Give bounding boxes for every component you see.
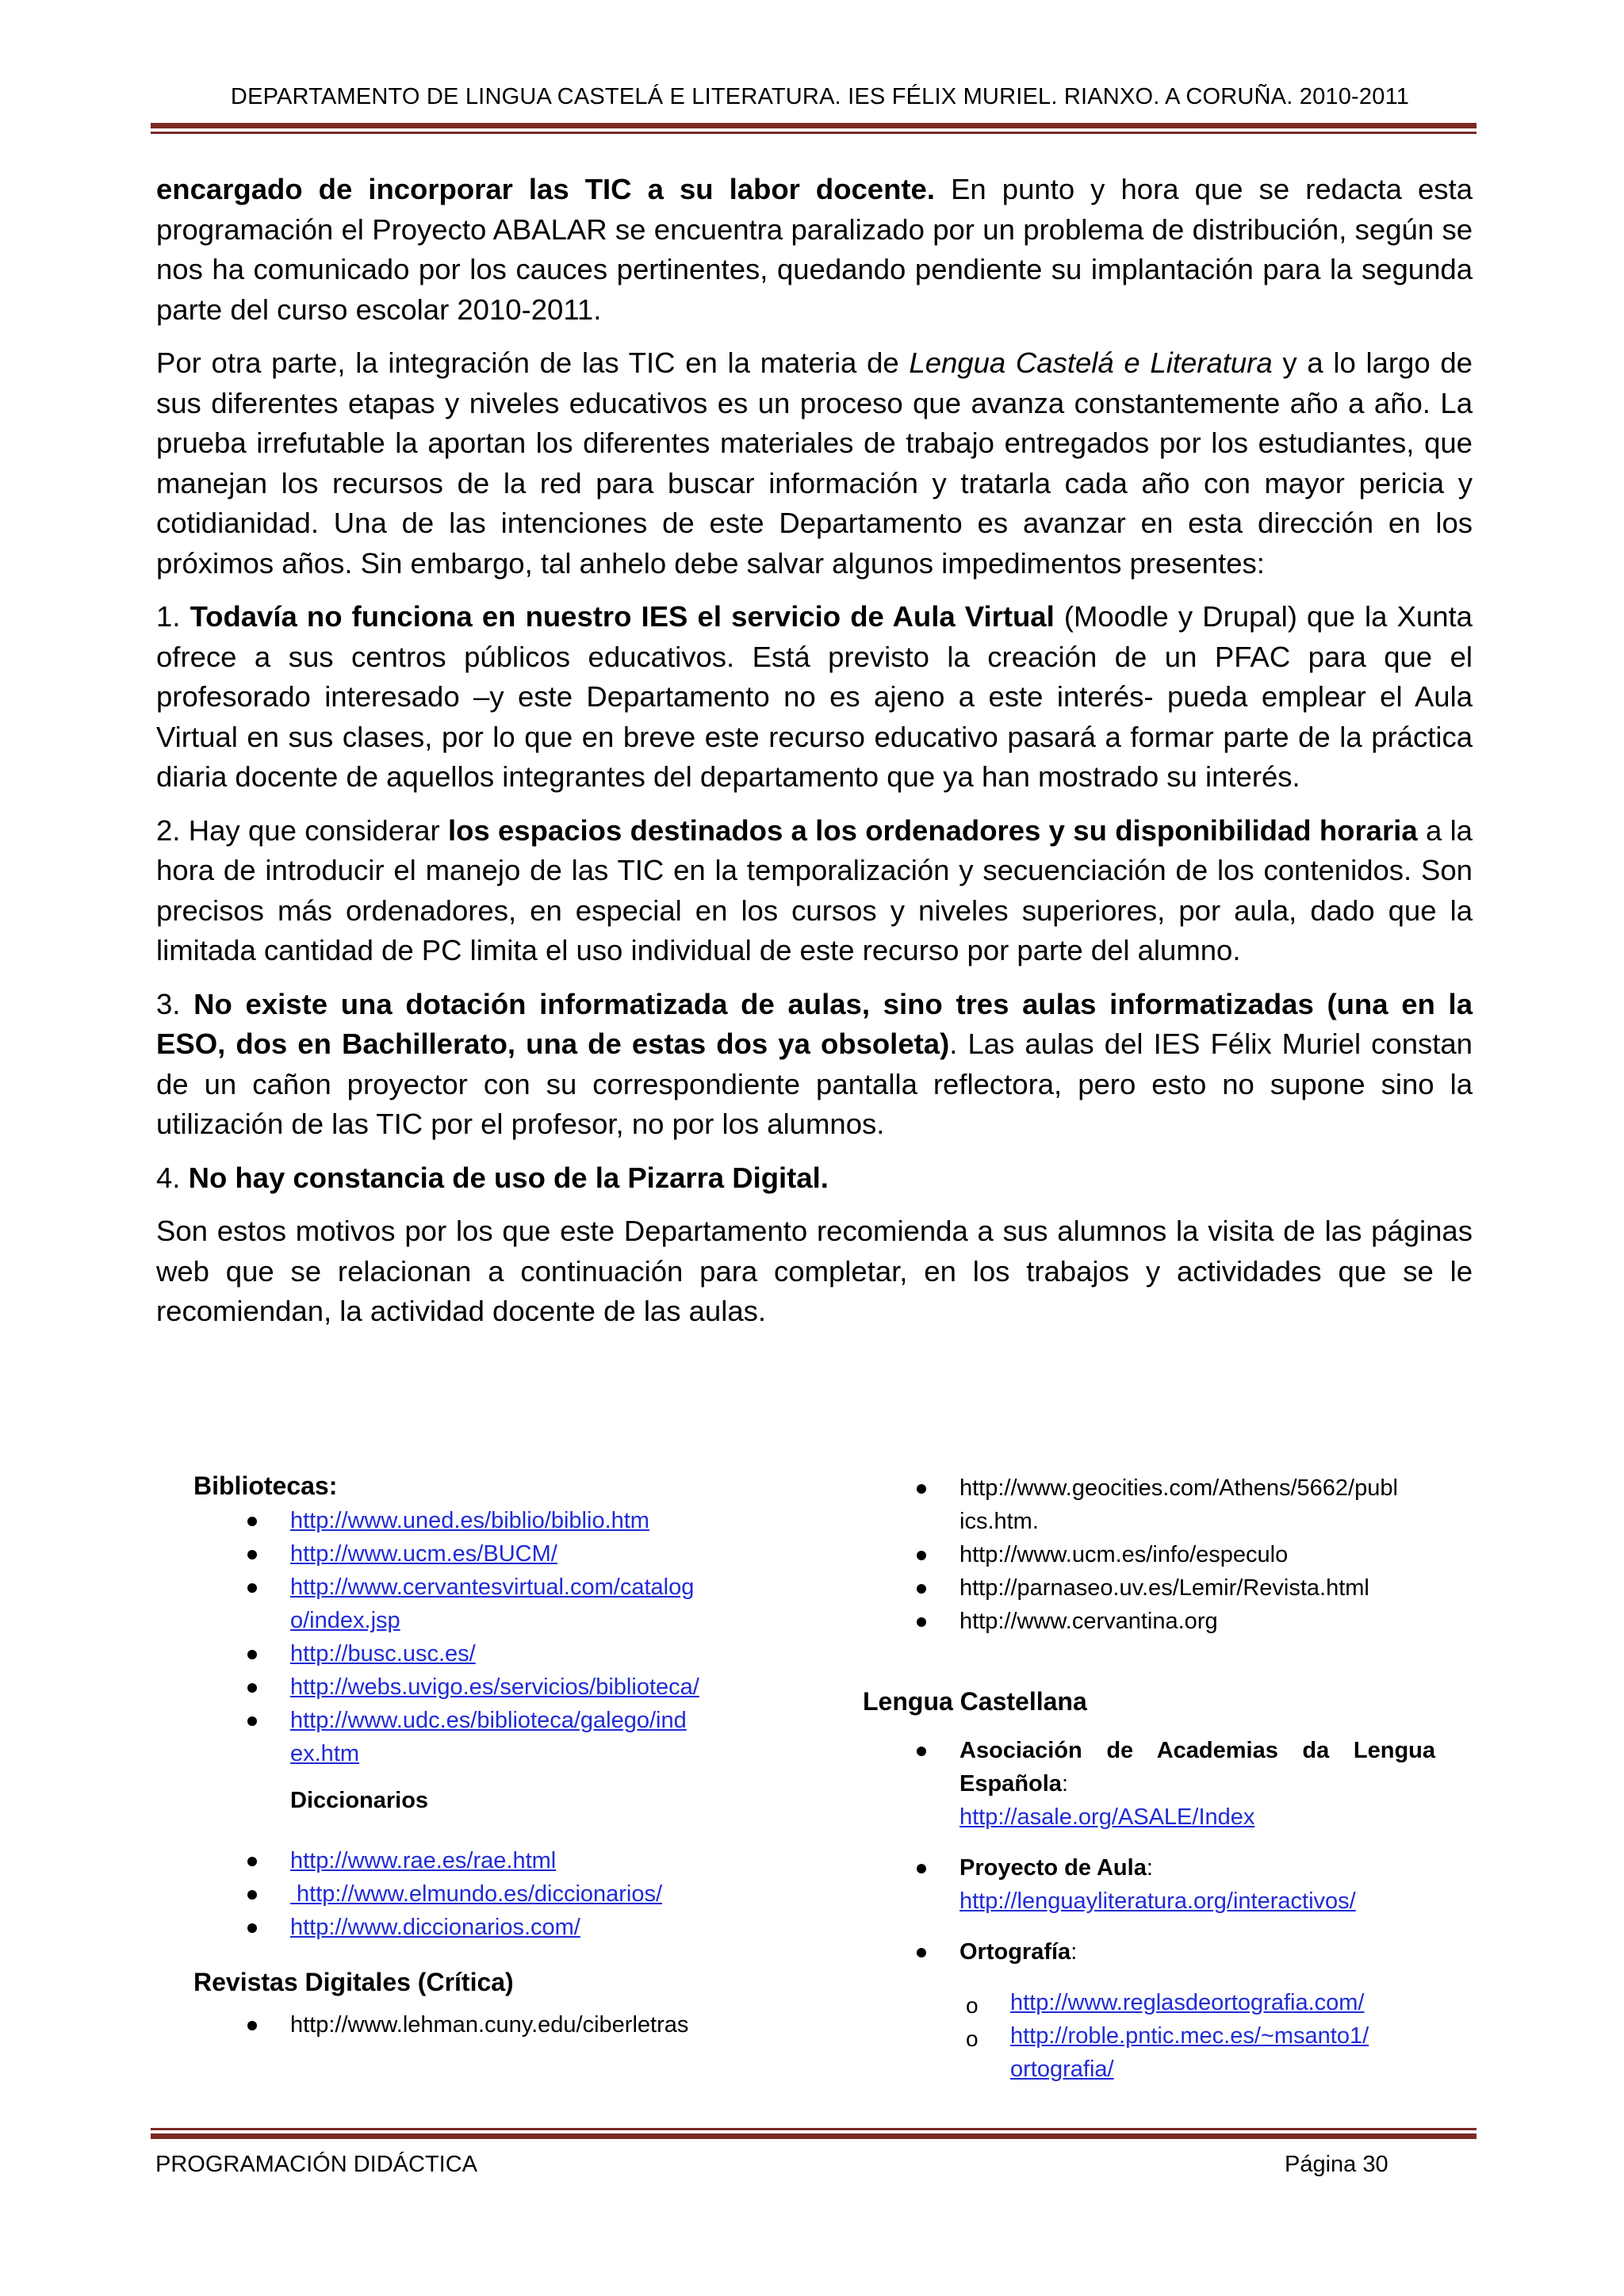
paragraph-text: Por otra parte, la integración de las TIC en la materia de <box>156 346 910 379</box>
list-item <box>290 1877 796 1911</box>
asale-label <box>959 1734 1435 1767</box>
list-item <box>959 1935 1435 1969</box>
list-item <box>959 1851 1435 1918</box>
footer-title: PROGRAMACIÓN DIDÁCTICA <box>155 2152 478 2177</box>
list-item <box>290 1911 796 1944</box>
link-line: ex.htm <box>290 1741 360 1766</box>
link-especulo[interactable]: http://www.ucm.es/info/especulo <box>959 1542 1289 1567</box>
list-item <box>290 1637 796 1670</box>
body-text <box>156 170 1473 1345</box>
paragraph-text: 2. Hay que considerar <box>156 813 448 847</box>
paragraph-text: y a lo largo de sus diferentes etapas y niveles educativos es un proceso que avanza constantemente año a año. La prueba irrefutable la aportan los diferentes materiales de trabajo entregados por los estudiantes, que manejan los recursos de la red para buscar información y tratarla cada año con mayor pericia y cotidianidad. Una de las intenciones de este Departamento es avanzar en esta dirección en los próximos años. Sin embargo, tal anhelo debe salvar algunos impedimentos presentes: <box>156 346 1473 580</box>
paragraph-abalar <box>156 170 1473 330</box>
link-cervantesvirtual[interactable] <box>290 1575 694 1633</box>
paragraph-item-3 <box>156 985 1473 1145</box>
bibliotecas-title: Bibliotecas: <box>193 1471 338 1500</box>
bullet-icon <box>247 1683 257 1693</box>
paragraph-text: (Moodle y Drupal) que la Xunta ofrece a sus centros públicos educativos. Está previsto la creación de un PFAC para que el profesorado interesado –y este Departamento no es ajeno a este interés- pueda emplear el Aula Virtual en sus clases, por lo que en breve este recurso educativo pasará a formar parte de la práctica diaria docente de aquellos integrantes del departamento que ya han mostrado su interés. <box>156 600 1473 793</box>
list-item <box>966 1986 1481 2019</box>
link-elmundo[interactable]: http://www.elmundo.es/diccionarios/ <box>290 1881 663 1907</box>
bullet-icon <box>247 1716 257 1726</box>
list-item <box>290 1537 796 1571</box>
link-busc-usc[interactable]: http://busc.usc.es/ <box>290 1641 476 1667</box>
diccionarios-title: Diccionarios <box>290 1788 429 1813</box>
paragraph-item-2 <box>156 811 1473 971</box>
right-column <box>863 1471 1481 2086</box>
bullet-icon <box>247 1650 257 1659</box>
bullet-icon <box>917 1948 926 1957</box>
paragraph-conclusion: Son estos motivos por los que este Departamento recomienda a sus alumnos la visita de las páginas web que se relacionan a continuación para completar, en los trabajos y actividades que se le recomiendan, la actividad docente de las aulas. <box>156 1215 1473 1327</box>
list-item <box>959 1571 1481 1605</box>
bullet-icon <box>917 1584 926 1594</box>
header-rule-thick <box>151 123 1477 128</box>
lengua-list <box>959 1734 1435 1969</box>
colon: : <box>1146 1855 1153 1881</box>
link-diccionarios[interactable]: http://www.diccionarios.com/ <box>290 1915 580 1940</box>
bullet-icon <box>917 1551 926 1560</box>
left-column <box>193 1471 796 2042</box>
link-geocities[interactable] <box>959 1475 1398 1534</box>
proyecto-label: Proyecto de Aula <box>959 1855 1147 1881</box>
link-reglasdeortografia[interactable]: http://www.reglasdeortografia.com/ <box>1010 1990 1365 2015</box>
item-number: 3. <box>156 987 194 1020</box>
link-line: http://www.udc.es/biblioteca/galego/ind <box>290 1708 687 1733</box>
list-item <box>966 2019 1481 2086</box>
ortografia-label: Ortografía <box>959 1939 1071 1965</box>
link-line: http://roble.pntic.mec.es/~msanto1/ <box>1010 2023 1369 2049</box>
paragraph-text: . Las aulas del IES Félix Muriel constan de un cañon proyector con su correspondiente pantalla reflectora, pero esto no supone sino la utilización de las TIC por el profesor, no por los alumnos. <box>156 1027 1473 1140</box>
paragraph-text: En punto y hora que se redacta esta programación el Proyecto ABALAR se encuentra paralizado por un problema de distribución, según se nos ha comunicado por los cauces pertinentes, quedando pendiente su implantación para la segunda parte del curso escolar 2010-2011. <box>156 173 1473 326</box>
bullet-icon <box>247 1857 257 1866</box>
bullet-icon <box>247 1890 257 1900</box>
link-uvigo[interactable]: http://webs.uvigo.es/servicios/biblioteca/ <box>290 1674 699 1700</box>
header-rule-thin <box>151 132 1477 134</box>
link-parnaseo[interactable]: http://parnaseo.uv.es/Lemir/Revista.html <box>959 1575 1369 1601</box>
paragraph-item-1 <box>156 597 1473 798</box>
page-header: DEPARTAMENTO DE LINGUA CASTELÁ E LITERATURA. IES FÉLIX MURIEL. RIANXO. A CORUÑA. 2010-2011 <box>230 84 1410 109</box>
asale-label-line: Española <box>959 1771 1062 1797</box>
diccionarios-list <box>290 1844 796 1944</box>
item-number: 1. <box>156 600 190 633</box>
colon: : <box>1071 1939 1078 1965</box>
paragraph-bold: No existe una dotación informatizada de aulas, sino tres aulas informatizadas (una en la ESO, dos en Bachillerato, una de estas dos ya obsoleta) <box>156 987 1473 1060</box>
bullet-icon <box>247 1583 257 1593</box>
link-line: ortografia/ <box>1010 2057 1114 2082</box>
lengua-castellana-title: Lengua Castellana <box>863 1687 1087 1716</box>
link-asale[interactable]: http://asale.org/ASALE/Index <box>959 1804 1255 1830</box>
revistas-cont-list <box>959 1471 1481 1638</box>
link-ucm-bucm[interactable]: http://www.ucm.es/BUCM/ <box>290 1541 557 1567</box>
link-roble-pntic[interactable] <box>1010 2023 1369 2082</box>
ortografia-list <box>966 1986 1481 2086</box>
paragraph-bold: Todavía no funciona en nuestro IES el servicio de Aula Virtual <box>190 600 1055 633</box>
footer-rule-thick <box>151 2133 1477 2139</box>
link-lehman[interactable]: http://www.lehman.cuny.edu/ciberletras <box>290 2012 689 2038</box>
bullet-icon <box>917 1747 926 1756</box>
list-item <box>959 1538 1481 1571</box>
item-number: 4. <box>156 1161 189 1194</box>
link-uned[interactable]: http://www.uned.es/biblio/biblio.htm <box>290 1508 649 1533</box>
bullet-icon <box>917 1617 926 1627</box>
link-cervantina[interactable]: http://www.cervantina.org <box>959 1609 1218 1634</box>
footer-rule-thin <box>151 2128 1477 2130</box>
paragraph-bold: No hay constancia de uso de la Pizarra Digital. <box>188 1161 829 1194</box>
bullet-icon <box>247 1517 257 1526</box>
subject-name: Lengua Castelá e Literatura <box>909 346 1273 379</box>
paragraph-item-4 <box>156 1158 1473 1199</box>
circle-bullet-icon: o <box>966 2026 979 2051</box>
list-item <box>290 1844 796 1877</box>
bibliotecas-list <box>290 1504 796 1770</box>
list-item <box>290 1504 796 1537</box>
page-number: Página 30 <box>1285 2152 1388 2177</box>
bullet-icon <box>247 2021 257 2030</box>
asale-label-line: Asociación de Academias da Lengua <box>959 1738 1435 1763</box>
colon: : <box>1061 1771 1068 1797</box>
paragraph-text: a la hora de introducir el manejo de las TIC en la temporalización y secuenciación de los contenidos. Son precisos más ordenadores, en especial en los cursos y niveles superiores, por aula, dado que la limitada cantidad de PC limita el uso individual de este recurso por parte del alumno. <box>156 813 1473 966</box>
list-item <box>959 1471 1481 1538</box>
link-line: http://www.cervantesvirtual.com/catalog <box>290 1575 695 1600</box>
link-udc[interactable] <box>290 1708 687 1766</box>
list-item <box>959 1734 1435 1834</box>
link-rae[interactable]: http://www.rae.es/rae.html <box>290 1848 557 1873</box>
list-item <box>290 1670 796 1704</box>
link-lenguayliteratura[interactable]: http://lenguayliteratura.org/interactivos/ <box>959 1888 1356 1914</box>
paragraph-integration <box>156 343 1473 584</box>
circle-bullet-icon: o <box>966 1993 979 2018</box>
link-line: http://www.geocities.com/Athens/5662/publ <box>959 1475 1398 1501</box>
paragraph-bold: los espacios destinados a los ordenadores y su disponibilidad horaria <box>447 813 1418 847</box>
paragraph-bold: encargado de incorporar las TIC a su labor docente. <box>156 173 935 205</box>
list-item <box>959 1605 1481 1638</box>
link-line: o/index.jsp <box>290 1608 400 1633</box>
list-item <box>290 1571 796 1637</box>
link-line: ics.htm. <box>959 1509 1039 1534</box>
bullet-icon <box>247 1923 257 1933</box>
bullet-icon <box>917 1864 926 1873</box>
list-item <box>290 2008 796 2042</box>
bullet-icon <box>247 1550 257 1559</box>
bullet-icon <box>917 1484 926 1494</box>
revistas-title: Revistas Digitales (Crítica) <box>193 1968 514 1996</box>
list-item <box>290 1704 796 1770</box>
revistas-list <box>290 2008 796 2042</box>
